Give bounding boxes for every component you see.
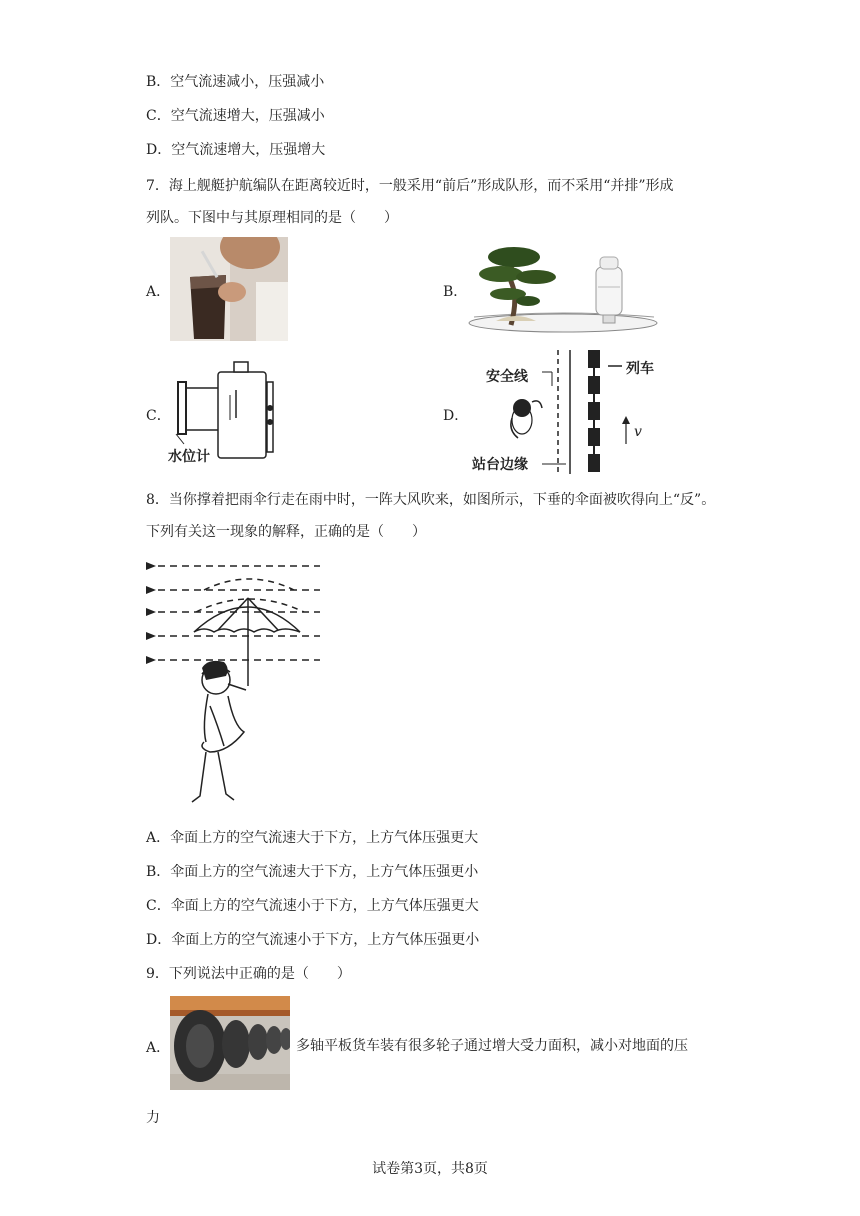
q8-option-d: D．伞面上方的空气流速小于下方，上方气体压强更小 <box>146 932 480 948</box>
q8-stem-line2: 下列有关这一现象的解释，正确的是（ ） <box>146 524 426 540</box>
velocity-label: v <box>634 424 642 440</box>
q7-option-b-letter: B． <box>443 284 468 300</box>
water-gauge-label: 水位计 <box>168 449 210 465</box>
q7-stem-line1: 7．海上舰艇护航编队在距离较近时，一般采用“前后”形成队形，而不采用“并排”形成 <box>146 178 674 194</box>
q7-option-a-letter: A． <box>146 284 171 300</box>
q8-option-c: C．伞面上方的空气流速小于下方，上方气体压强更大 <box>146 898 479 914</box>
platform-edge-label: 站台边缘 <box>472 457 528 473</box>
q7-c-gauge-label-wrap <box>168 446 210 466</box>
q7-option-a-photo <box>170 237 288 341</box>
q7-option-b-figure <box>466 239 660 335</box>
q9-option-a-wrap: 力 <box>146 1110 160 1126</box>
q9-option-a-letter: A． <box>146 1040 171 1056</box>
q7-option-d-letter: D． <box>443 408 469 424</box>
q8-umbrella-figure <box>144 556 324 810</box>
q7-stem-line2: 列队。下图中与其原理相同的是（ ） <box>146 210 398 226</box>
safety-line-label: 安全线 <box>486 369 528 385</box>
page-footer: 试卷第3页，共8页 <box>372 1161 488 1177</box>
q6-option-c: C．空气流速增大，压强减小 <box>146 108 325 124</box>
q7-option-c-letter: C． <box>146 408 171 424</box>
q9-truck-tires-photo <box>170 996 290 1090</box>
q8-option-a: A．伞面上方的空气流速大于下方，上方气体压强更大 <box>146 830 479 846</box>
q6-option-d: D．空气流速增大，压强增大 <box>146 142 326 158</box>
q8-stem-line1: 8．当你撑着把雨伞行走在雨中时，一阵大风吹来，如图所示，下垂的伞面被吹得向上“反”。 <box>146 492 716 508</box>
q9-option-a-text: 多轴平板货车装有很多轮子通过增大受力面积，减小对地面的压 <box>296 1038 688 1054</box>
q7-option-d-figure <box>472 346 672 476</box>
train-label: 列车 <box>626 361 654 377</box>
q6-option-b: B．空气流速减小，压强减小 <box>146 74 325 90</box>
q9-stem: 9．下列说法中正确的是（ ） <box>146 966 351 982</box>
q8-option-b: B．伞面上方的空气流速大于下方，上方气体压强更小 <box>146 864 479 880</box>
